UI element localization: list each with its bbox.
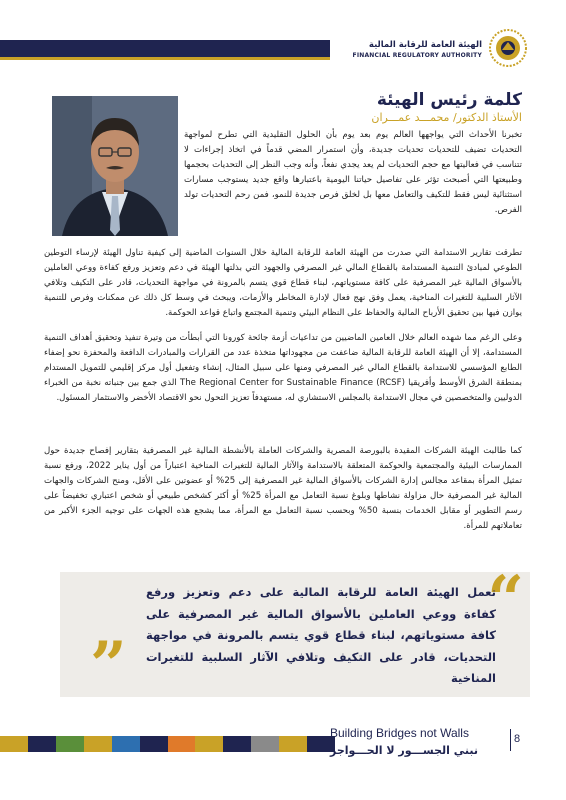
footer-stripe-segment <box>168 736 196 752</box>
footer-stripe-segment <box>140 736 168 752</box>
footer-stripe-segment <box>251 736 279 752</box>
org-name-english: FINANCIAL REGULATORY AUTHORITY <box>352 52 482 59</box>
page-title: كلمة رئيس الهيئة <box>376 90 522 110</box>
pull-quote-box <box>60 562 530 703</box>
footer-stripe-segment <box>0 736 28 752</box>
quote-close-icon: ” <box>90 628 127 703</box>
org-name-arabic: الهيئة العامة للرقابة المالية <box>368 40 482 50</box>
footer-stripe-segment <box>56 736 84 752</box>
footer-slogan-arabic: نبني الجســـور لا الحـــواجز <box>330 744 478 757</box>
footer-divider <box>510 729 511 751</box>
page-header <box>0 0 566 78</box>
paragraph-2: تطرقت تقارير الاستدامة التي صدرت من الهيئة العامة للرقابة المالية خلال السنوات الماضية إلى كيفية تناول الهيئة لإرساء التوطين الطوعي لمبادئ التنمية المستدامة بالقطاع المالي غير المصرفي والجهود التي بذلتها الهيئة في دعم وتعزيز ورفع كفاءة ووعي العاملين بالأسواق المالية غير المصرفية على كافة مستوياتهم، لبناء قطاع قوي يتسم بالمرونة في مواجهة التحديات، قادر على التكيف وتلافي الآثار السلبية للتغيرات المناخية، يعمل وفق نهج فعال لإدارة المخاطر والأزمات، ويبحث في وسط كل ذلك عن ممكنات وفرص للتنمية يوازن فيها بين تحقيق الأرباح المالية والحفاظ على النظام البيئي وتنمية المجتمع واتباع قواعد الحوكمة. <box>44 248 522 318</box>
footer-stripe-segment <box>195 736 223 752</box>
portrait-illustration <box>52 96 178 236</box>
chairman-portrait <box>52 96 178 236</box>
paragraph-1: تخبرنا الأحداث التي يواجهها العالم يوم بعد يوم بأن الحلول التقليدية التي تطرح لمواجهة التحديات تضيف للتحديات تحديات جديدة، وأن استمرار المضي قدماً في اتخاذ إجراءات لا تتناسب في فعاليتها مع حجم التحديات لم يعد يجدي نفعاً، وأنه وجب النظر إلى التحديات بحجمها وطبيعتها التي أصبحت تؤثر على تفاصيل حياتنا اليومية باعتبارها واقع جديد يستوجب مسارات استثنائية ليس فقط للتكيف والتعامل معها بل لخلق فرص جديدة للنمو، فمن رحم التحديات تولد الفرص. <box>184 130 522 215</box>
paragraph-4: كما طالبت الهيئة الشركات المقيدة بالبورصة المصرية والشركات العاملة بالأنشطة المالية غير المصرفية بتقارير إفصاح جديدة حول الممارسات البيئية والمجتمعية والحوكمة المتعلقة بالاستدامة والآثار المالية للتغيرات المناخية اعتباراً من أول يناير 2022، ورفع نسبة تمثيل المرأة بمقاعد مجالس إدارة الشركات بالأسواق المالية غير المصرفية إلى 25% أو عضوتين على الأقل، ومنح الشركات والجهات المالية غير المصرفية حال مزاولة نشاطها وبلوغ نسبة التعامل مع المرأة 25% أو أكثر كشخص طبيعي أو شخص اعتباري تخفيضاً على رسم التطوير أو مقابل الخدمات بنسبة 50% وبحسب نسبة التعامل مع المرأة، مما يشجع هذه الجهات على توجيه الجزء الأكبر من تعاملاتهم للمرأة. <box>44 446 522 531</box>
header-bar <box>0 40 330 57</box>
fra-logo-icon <box>488 28 528 68</box>
pull-quote-text: تعمل الهيئة العامة للرقابة المالية على دعم وتعزيز ورفع كفاءة ووعي العاملين بالأسواق المالية غير المصرفية على كافة مستوياتهم، لبناء قطاع قوي يتسم بالمرونة في مواجهة التحديات، قادر على التكيف وتلافي الآثار السلبية للتغيرات المناخية <box>146 585 496 685</box>
footer-slogan-english: Building Bridges not Walls <box>330 726 469 740</box>
footer-stripe-segment <box>223 736 251 752</box>
footer-stripe-segment <box>112 736 140 752</box>
page-number: 8 <box>514 733 521 745</box>
paragraph-3: وعلى الرغم مما شهده العالم خلال العامين الماضيين من تداعيات أزمة جائحة كورونا التي أبطأت من وتيرة تنفيذ وتحقيق أهداف التنمية المستدامة، إلا أن الهيئة العامة للرقابة المالية ضاعفت من مجهوداتها متخذة عدد من القرارات والمبادرات الدافعة والمحفزة نحو إضفاء الطابع المؤسسي للاستدامة بالقطاع المالي غير المصرفي ومنها على سبيل المثال، إنشاء وتفعيل أول مركز إقليمي للتمويل المستدام بمنطقة الشرق الأوسط وأفريقيا (RCSF) The Regional Center for Sustainable Finance الذي جمع بين جنباته نخبة من الخبراء الدوليين والمتخصصين في مجال الاستدامة بالمجلس الاستشاري له، مستهدفاً تعزيز التحول نحو الاقتصاد الأخضر والاستثمار المسئول. <box>44 333 523 403</box>
footer-color-stripe <box>0 736 335 752</box>
footer-stripe-segment <box>28 736 56 752</box>
header-bar-accent <box>0 57 330 60</box>
footer-stripe-segment <box>84 736 112 752</box>
footer-stripe-segment <box>279 736 307 752</box>
author-name: الأستاذ الدكتور/ محمـــد عمـــران <box>371 111 522 124</box>
quote-open-icon: “ <box>487 562 524 637</box>
